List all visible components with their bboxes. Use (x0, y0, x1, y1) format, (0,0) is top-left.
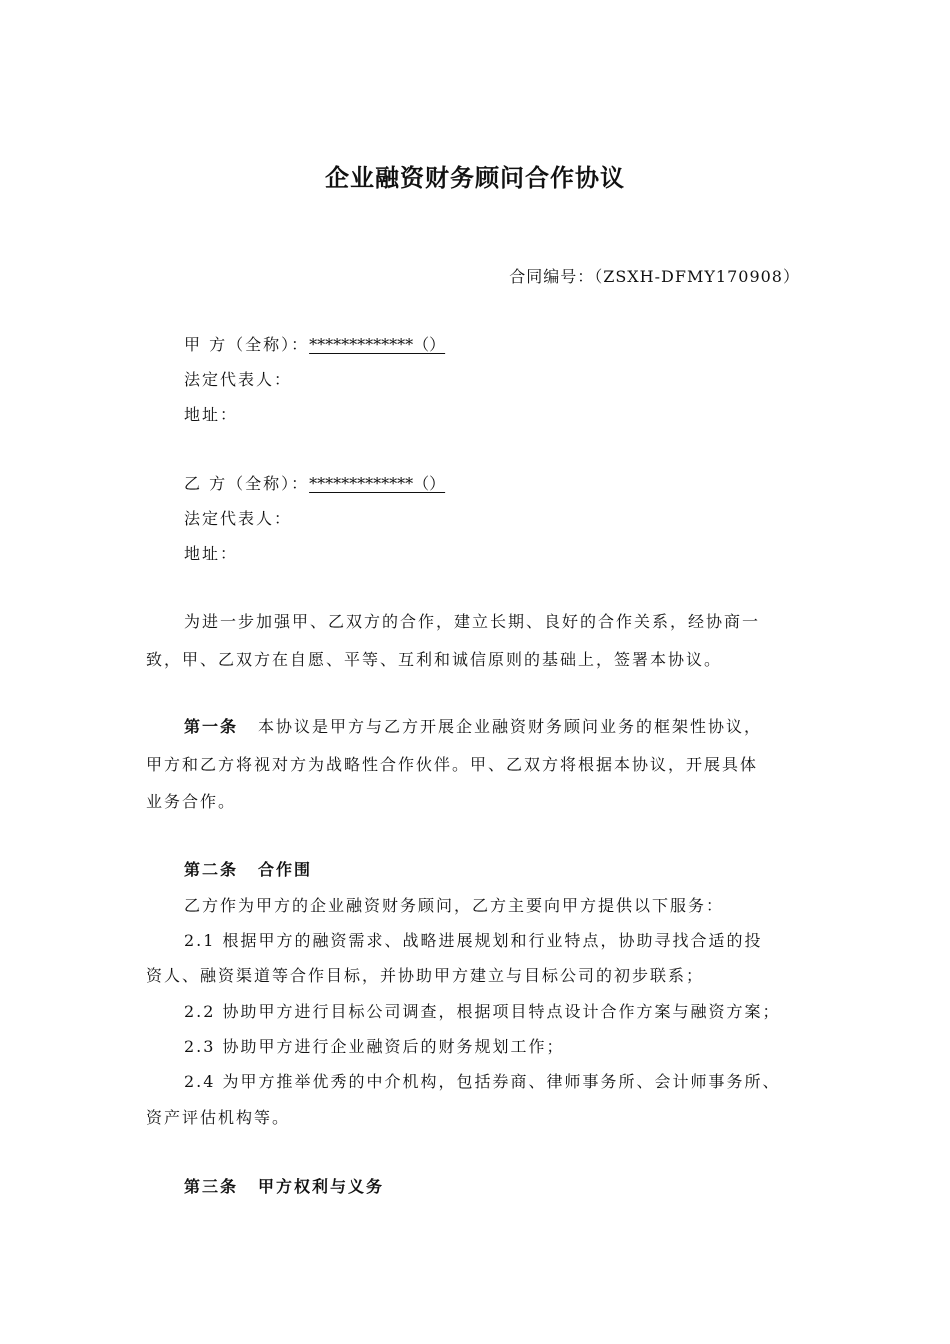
article-1-heading: 第一条 (184, 717, 239, 736)
party-a-address: 地址： (184, 405, 239, 424)
article-2-item-1-line-1: 2.1 根据甲方的融资需求、战略进展规划和行业特点，协助寻找合适的投 (184, 931, 763, 950)
party-a-name: *************（） (309, 335, 446, 354)
article-3-heading-line (184, 1175, 384, 1199)
article-1-text-1: 本协议是甲方与乙方开展企业融资财务顾问业务的框架性协议， (258, 717, 763, 736)
party-b-label: 乙 方（全称）： (184, 474, 310, 493)
contract-number: 合同编号：（ZSXH-DFMY170908） (509, 267, 800, 286)
article-1-line-2: 甲方和乙方将视对方为战略性合作伙伴。甲、乙双方将根据本协议，开展具体 (146, 755, 759, 774)
article-1-line-1 (184, 715, 762, 739)
article-3-heading: 第三条 (184, 1177, 239, 1196)
article-2-item-3: 2.3 协助甲方进行企业融资后的财务规划工作； (184, 1037, 565, 1056)
party-b-address: 地址： (184, 544, 239, 563)
article-2-item-4-line-1: 2.4 为甲方推举优秀的中介机构，包括券商、律师事务所、会计师事务所、 (184, 1072, 781, 1091)
party-b-rep: 法定代表人： (184, 509, 293, 528)
article-3-subtitle: 甲方权利与义务 (258, 1177, 385, 1196)
article-2-item-1-line-2: 资人、融资渠道等合作目标，并协助甲方建立与目标公司的初步联系； (146, 966, 705, 985)
article-1-line-3: 业务合作。 (146, 792, 237, 811)
party-b-name: *************（） (309, 474, 446, 493)
article-2-item-4-line-2: 资产评估机构等。 (146, 1108, 291, 1127)
party-a-rep: 法定代表人： (184, 370, 293, 389)
article-2-intro: 乙方作为甲方的企业融资财务顾问，乙方主要向甲方提供以下服务： (184, 896, 725, 915)
party-a-label: 甲 方（全称）： (184, 335, 310, 354)
party-a-line (184, 333, 445, 357)
preamble-line-2: 致，甲、乙双方在自愿、平等、互利和诚信原则的基础上，签署本协议。 (146, 650, 723, 669)
article-2-item-2: 2.2 协助甲方进行目标公司调查，根据项目特点设计合作方案与融资方案； (184, 1002, 781, 1021)
document-title: 企业融资财务顾问合作协议 (325, 164, 625, 192)
article-2-heading-line (184, 858, 312, 882)
article-2-subtitle: 合作围 (258, 860, 313, 879)
party-b-line (184, 472, 445, 496)
preamble-line-1: 为进一步加强甲、乙双方的合作，建立长期、良好的合作关系，经协商一 (184, 612, 761, 631)
article-2-heading: 第二条 (184, 860, 239, 879)
